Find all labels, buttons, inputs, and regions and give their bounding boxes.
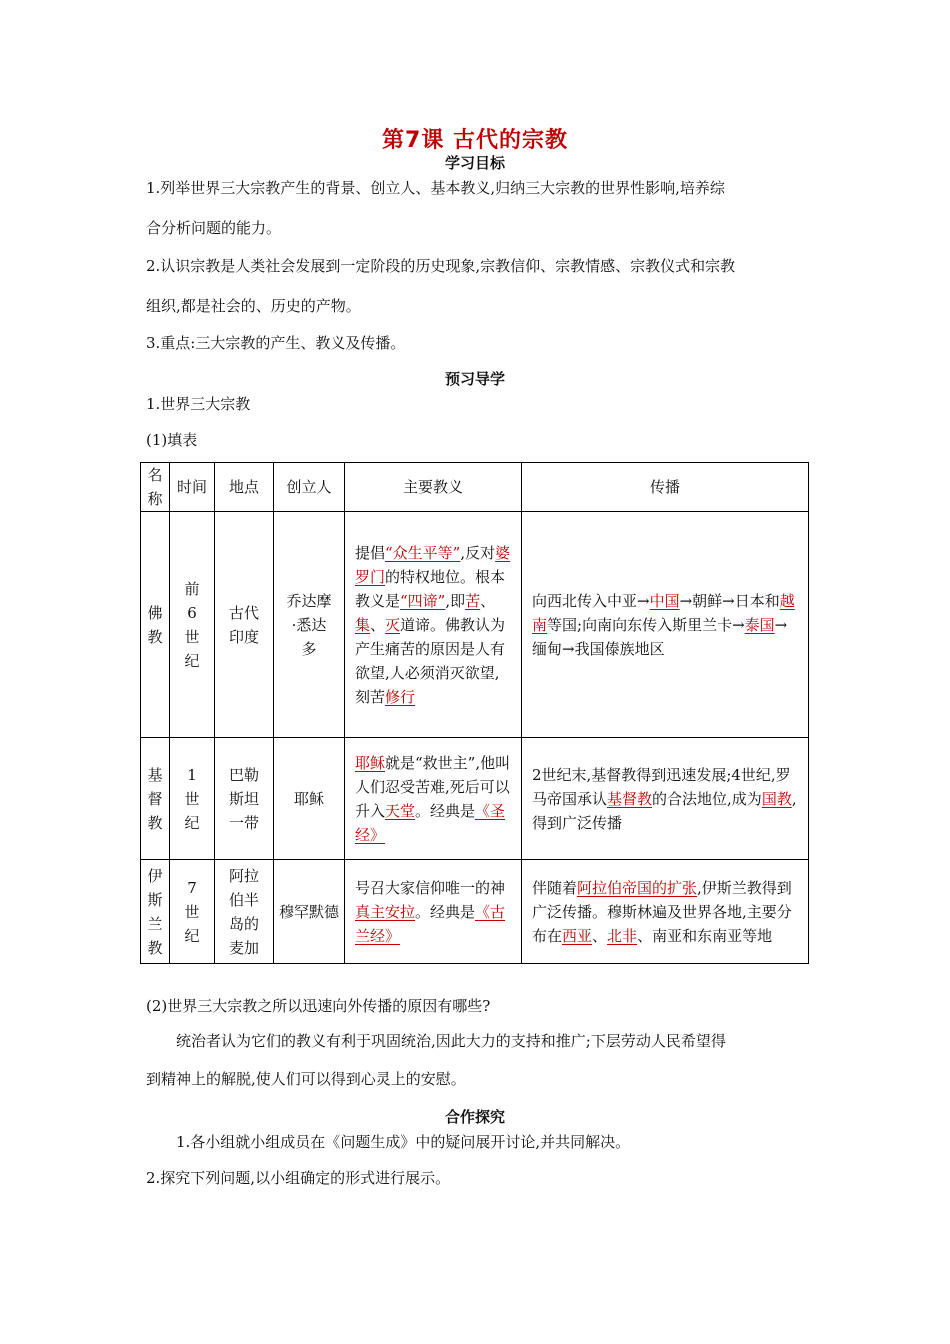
cell-spread bbox=[522, 738, 809, 860]
text-segment: 、 bbox=[592, 926, 608, 945]
answer-blank: 苦 bbox=[465, 591, 481, 610]
header-name: 名称 bbox=[141, 463, 170, 512]
cell-time: 7世纪 bbox=[170, 860, 215, 964]
text-segment: 、 bbox=[480, 591, 496, 610]
answer-blank: 泰国 bbox=[744, 615, 775, 634]
text-segment: 号召大家信仰唯一的神 bbox=[355, 878, 506, 897]
cell-doctrine bbox=[345, 860, 522, 964]
table-row bbox=[141, 860, 809, 964]
text-segment: 2世纪末,基督教得到迅速发展;4世纪,罗马帝国承认 bbox=[532, 765, 791, 808]
cell-place: 巴勒斯坦一带 bbox=[215, 738, 274, 860]
text-segment: 。经典是 bbox=[415, 902, 476, 921]
cell-doctrine bbox=[345, 512, 522, 738]
answer-blank: “众生平等” bbox=[385, 543, 461, 562]
text-segment: →朝鲜→日本和 bbox=[679, 591, 780, 610]
answer-blank: 《圣经》 bbox=[355, 801, 506, 844]
cell-place: 古代印度 bbox=[215, 512, 274, 738]
cell-time: 前6世纪 bbox=[170, 512, 215, 738]
goal-line-5: 3.重点:三大宗教的产生、教义及传播。 bbox=[146, 334, 406, 352]
goal-line-3: 2.认识宗教是人类社会发展到一定阶段的历史现象,宗教信仰、宗教情感、宗教仪式和宗教 bbox=[146, 257, 736, 275]
answer-blank: 北非 bbox=[607, 926, 638, 945]
text-segment: ,伊斯兰教得到广泛传播。穆斯林遍及世界各地,主要分布在 bbox=[532, 878, 792, 945]
cell-name: 伊斯兰教 bbox=[141, 860, 170, 964]
answer-blank: 西亚 bbox=[562, 926, 593, 945]
text-segment: 、南亚和东南亚等地 bbox=[637, 926, 773, 945]
answer-2-line-1: 统治者认为它们的教义有利于巩固统治,因此大力的支持和推广;下层劳动人民希望得 bbox=[176, 1032, 726, 1050]
goal-line-1: 1.列举世界三大宗教产生的背景、创立人、基本教义,归纳三大宗教的世界性影响,培养综 bbox=[146, 179, 725, 197]
cell-founder: 穆罕默德 bbox=[274, 860, 345, 964]
text-segment: 就是“救世主”,他叫人们忍受苦难,死后可以升入 bbox=[355, 753, 511, 820]
answer-blank: 耶稣 bbox=[355, 753, 386, 772]
text-segment: 道谛。佛教认为产生痛苦的原因是人有欲望,人必须消灭欲望,刻苦 bbox=[355, 615, 506, 706]
header-founder: 创立人 bbox=[274, 463, 345, 512]
cell-name: 佛教 bbox=[141, 512, 170, 738]
text-segment: 提倡 bbox=[355, 543, 386, 562]
table-row bbox=[141, 512, 809, 738]
answer-blank: “四谛” bbox=[400, 591, 446, 610]
answer-blank: 基督教 bbox=[607, 789, 653, 808]
answer-blank: 灭 bbox=[385, 615, 401, 634]
answer-blank: 《古兰经》 bbox=[355, 902, 506, 945]
table-header-row bbox=[141, 463, 809, 512]
table-row bbox=[141, 738, 809, 860]
cell-spread bbox=[522, 512, 809, 738]
text-segment: 、 bbox=[370, 615, 386, 634]
question-2: (2)世界三大宗教之所以迅速向外传播的原因有哪些? bbox=[146, 997, 491, 1015]
section-heading-coop: 合作探究 bbox=[444, 1108, 505, 1126]
answer-blank: 天堂 bbox=[385, 801, 416, 820]
section-heading-preview: 预习导学 bbox=[444, 370, 505, 388]
header-place: 地点 bbox=[215, 463, 274, 512]
answer-blank: 阿拉伯帝国的扩张 bbox=[577, 878, 698, 897]
answer-blank: 修行 bbox=[385, 687, 416, 706]
header-time: 时间 bbox=[170, 463, 215, 512]
text-segment: 。经典是 bbox=[415, 801, 476, 820]
preview-heading-1: 1.世界三大宗教 bbox=[146, 395, 251, 413]
text-segment: →缅甸→我国傣族地区 bbox=[532, 615, 788, 658]
page-title: 第7课 古代的宗教 bbox=[382, 128, 568, 153]
cell-founder: 乔达摩·悉达多 bbox=[274, 512, 345, 738]
text-segment: ,得到广泛传播 bbox=[532, 789, 797, 832]
cell-spread bbox=[522, 860, 809, 964]
answer-blank: 真主安拉 bbox=[355, 902, 416, 921]
cell-place: 阿拉伯半岛的麦加 bbox=[215, 860, 274, 964]
text-segment: 的合法地位,成为 bbox=[652, 789, 762, 808]
answer-blank: 越南 bbox=[532, 591, 795, 634]
text-segment: 的特权地位。根本教义是 bbox=[355, 567, 506, 610]
text-segment: 等国;向南向东传入斯里兰卡→ bbox=[547, 615, 745, 634]
header-spread: 传播 bbox=[522, 463, 809, 512]
answer-blank: 集 bbox=[355, 615, 371, 634]
text-segment: 伴随着 bbox=[532, 878, 578, 897]
cell-name: 基督教 bbox=[141, 738, 170, 860]
answer-2-line-2: 到精神上的解脱,使人们可以得到心灵上的安慰。 bbox=[146, 1070, 466, 1088]
goal-line-2: 合分析问题的能力。 bbox=[146, 219, 282, 237]
cell-doctrine bbox=[345, 738, 522, 860]
coop-line-2: 2.探究下列问题,以小组确定的形式进行展示。 bbox=[146, 1169, 451, 1187]
cell-founder: 耶稣 bbox=[274, 738, 345, 860]
section-heading-goals: 学习目标 bbox=[444, 154, 505, 172]
text-segment: ,反对 bbox=[460, 543, 496, 562]
text-segment: 向西北传入中亚→ bbox=[532, 591, 650, 610]
text-segment: ,即 bbox=[445, 591, 466, 610]
goal-line-4: 组织,都是社会的、历史的产物。 bbox=[146, 297, 361, 315]
coop-line-1: 1.各小组就小组成员在《问题生成》中的疑问展开讨论,并共同解决。 bbox=[176, 1133, 631, 1151]
answer-blank: 中国 bbox=[649, 591, 680, 610]
header-doctrine: 主要教义 bbox=[345, 463, 522, 512]
religion-table bbox=[140, 462, 809, 964]
answer-blank: 国教 bbox=[761, 789, 792, 808]
answer-blank: 婆罗门 bbox=[355, 543, 511, 586]
cell-time: 1世纪 bbox=[170, 738, 215, 860]
preview-heading-2: (1)填表 bbox=[146, 431, 198, 449]
